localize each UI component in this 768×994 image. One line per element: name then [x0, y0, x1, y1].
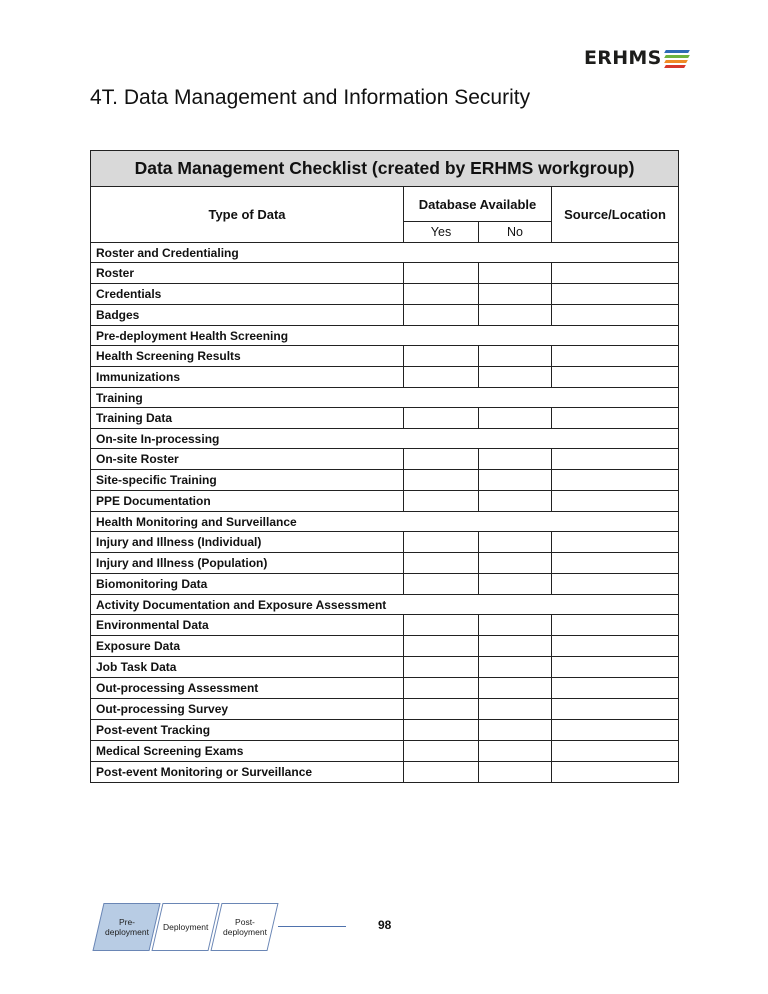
source-cell[interactable] [552, 449, 679, 470]
yes-cell[interactable] [404, 408, 479, 429]
yes-cell[interactable] [404, 532, 479, 553]
table-row [91, 263, 679, 284]
row-label: Environmental Data [91, 615, 404, 636]
row-label: Credentials [91, 284, 404, 305]
source-cell[interactable] [552, 699, 679, 720]
section-row [91, 429, 679, 449]
row-label: Job Task Data [91, 657, 404, 678]
no-cell[interactable] [479, 574, 552, 595]
yes-cell[interactable] [404, 284, 479, 305]
section-label: Pre-deployment Health Screening [91, 326, 679, 346]
nav-label: Deployment [162, 922, 209, 932]
source-cell[interactable] [552, 346, 679, 367]
yes-cell[interactable] [404, 720, 479, 741]
source-cell[interactable] [552, 408, 679, 429]
erhms-logo [584, 47, 689, 69]
table-row [91, 720, 679, 741]
no-cell[interactable] [479, 263, 552, 284]
no-cell[interactable] [479, 636, 552, 657]
row-label: Injury and Illness (Population) [91, 553, 404, 574]
no-header: No [479, 222, 552, 243]
source-cell[interactable] [552, 284, 679, 305]
row-label: Health Screening Results [91, 346, 404, 367]
yes-cell[interactable] [404, 449, 479, 470]
yes-cell[interactable] [404, 346, 479, 367]
row-label: Medical Screening Exams [91, 741, 404, 762]
yes-cell[interactable] [404, 553, 479, 574]
yes-cell[interactable] [404, 367, 479, 388]
no-cell[interactable] [479, 367, 552, 388]
logo-stripes-icon [665, 50, 689, 68]
row-label: Out-processing Survey [91, 699, 404, 720]
row-label: Site-specific Training [91, 470, 404, 491]
yes-cell[interactable] [404, 636, 479, 657]
no-cell[interactable] [479, 408, 552, 429]
table-row [91, 491, 679, 512]
table-row [91, 574, 679, 595]
table-row [91, 762, 679, 783]
section-label: Health Monitoring and Surveillance [91, 512, 679, 532]
yes-cell[interactable] [404, 470, 479, 491]
no-cell[interactable] [479, 699, 552, 720]
row-label: Post-event Monitoring or Surveillance [91, 762, 404, 783]
no-cell[interactable] [479, 346, 552, 367]
row-label: Training Data [91, 408, 404, 429]
row-label: Immunizations [91, 367, 404, 388]
section-heading: 4T. Data Management and Information Security [90, 86, 531, 109]
row-label: Exposure Data [91, 636, 404, 657]
no-cell[interactable] [479, 615, 552, 636]
table-row [91, 449, 679, 470]
source-cell[interactable] [552, 741, 679, 762]
no-cell[interactable] [479, 532, 552, 553]
row-label: Biomonitoring Data [91, 574, 404, 595]
yes-cell[interactable] [404, 574, 479, 595]
phase-navigation [92, 903, 392, 951]
logo-stripe [664, 55, 690, 58]
source-cell[interactable] [552, 367, 679, 388]
row-label: Out-processing Assessment [91, 678, 404, 699]
checklist-body [91, 243, 679, 783]
no-cell[interactable] [479, 470, 552, 491]
logo-stripe [664, 50, 690, 53]
table-row [91, 699, 679, 720]
table-row [91, 408, 679, 429]
nav-label: Post- deployment [222, 917, 267, 937]
no-cell[interactable] [479, 284, 552, 305]
section-label: Roster and Credentialing [91, 243, 679, 263]
yes-cell[interactable] [404, 678, 479, 699]
yes-cell[interactable] [404, 491, 479, 512]
table-row [91, 553, 679, 574]
source-cell[interactable] [552, 720, 679, 741]
section-row [91, 595, 679, 615]
source-cell[interactable] [552, 491, 679, 512]
no-cell[interactable] [479, 553, 552, 574]
table-row [91, 678, 679, 699]
table-row [91, 657, 679, 678]
table-row [91, 532, 679, 553]
source-cell[interactable] [552, 553, 679, 574]
section-row [91, 388, 679, 408]
source-cell[interactable] [552, 470, 679, 491]
row-label: Badges [91, 305, 404, 326]
table-row [91, 346, 679, 367]
yes-header: Yes [404, 222, 479, 243]
no-cell[interactable] [479, 720, 552, 741]
table-row [91, 470, 679, 491]
source-cell[interactable] [552, 762, 679, 783]
source-cell[interactable] [552, 615, 679, 636]
table-row [91, 305, 679, 326]
source-cell[interactable] [552, 305, 679, 326]
source-location-header: Source/Location [552, 187, 679, 243]
table-row [91, 367, 679, 388]
source-cell[interactable] [552, 532, 679, 553]
table-row [91, 636, 679, 657]
section-row [91, 326, 679, 346]
source-cell[interactable] [552, 678, 679, 699]
yes-cell[interactable] [404, 657, 479, 678]
section-row [91, 243, 679, 263]
nav-divider-line [278, 926, 346, 927]
row-label: Post-event Tracking [91, 720, 404, 741]
table-title: Data Management Checklist (created by ERHMS workgroup) [91, 151, 679, 187]
yes-cell[interactable] [404, 263, 479, 284]
row-label: PPE Documentation [91, 491, 404, 512]
no-cell[interactable] [479, 449, 552, 470]
table-row [91, 615, 679, 636]
nav-post-deployment [210, 903, 278, 951]
nav-label: Pre- deployment [104, 917, 149, 937]
logo-stripe [664, 60, 688, 63]
section-label: Activity Documentation and Exposure Assessment [91, 595, 679, 615]
no-cell[interactable] [479, 678, 552, 699]
section-label: On-site In-processing [91, 429, 679, 449]
database-available-header: Database Available [404, 187, 552, 222]
source-cell[interactable] [552, 574, 679, 595]
row-label: On-site Roster [91, 449, 404, 470]
nav-deployment [151, 903, 219, 951]
source-cell[interactable] [552, 657, 679, 678]
yes-cell[interactable] [404, 741, 479, 762]
no-cell[interactable] [479, 657, 552, 678]
table-row [91, 284, 679, 305]
table-row [91, 741, 679, 762]
page-number: 98 [378, 918, 392, 932]
nav-pre-deployment [92, 903, 160, 951]
section-label: Training [91, 388, 679, 408]
source-cell[interactable] [552, 636, 679, 657]
logo-text: ERHMS [584, 47, 662, 69]
source-cell[interactable] [552, 263, 679, 284]
logo-stripe [664, 65, 686, 68]
yes-cell[interactable] [404, 305, 479, 326]
row-label: Injury and Illness (Individual) [91, 532, 404, 553]
section-row [91, 512, 679, 532]
type-of-data-header: Type of Data [91, 187, 404, 243]
no-cell[interactable] [479, 762, 552, 783]
no-cell[interactable] [479, 305, 552, 326]
yes-cell[interactable] [404, 762, 479, 783]
yes-cell[interactable] [404, 615, 479, 636]
yes-cell[interactable] [404, 699, 479, 720]
no-cell[interactable] [479, 741, 552, 762]
data-management-checklist [90, 150, 679, 783]
no-cell[interactable] [479, 491, 552, 512]
row-label: Roster [91, 263, 404, 284]
